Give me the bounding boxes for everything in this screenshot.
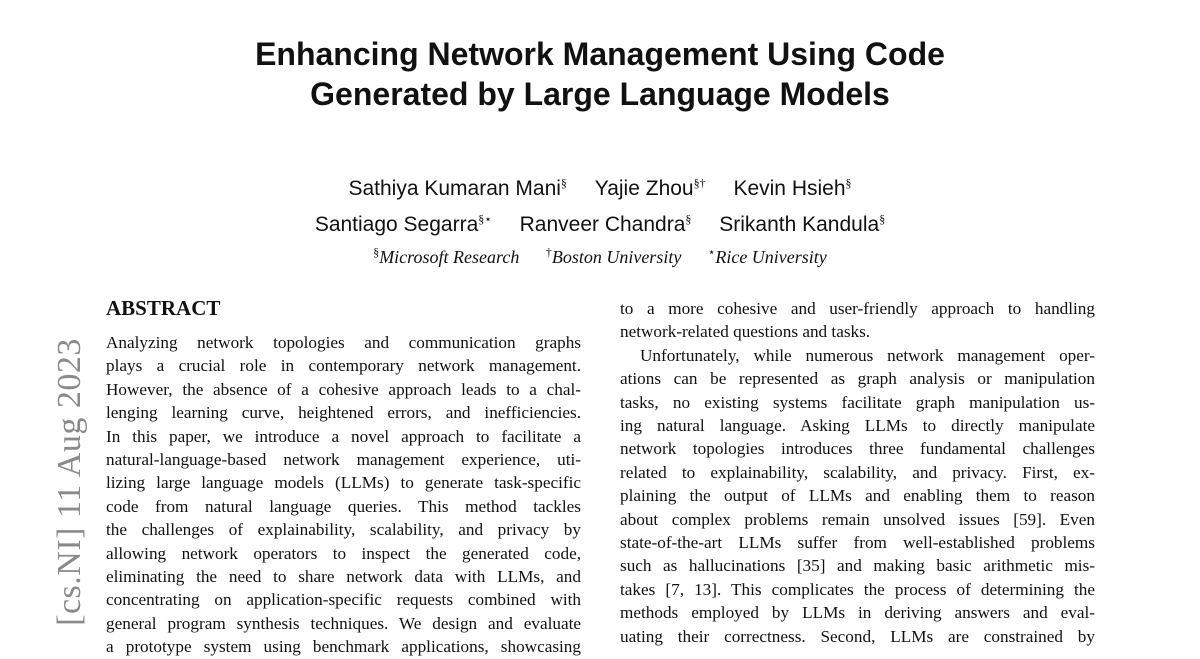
text-line: uating their correctness. Second, LLMs are constrained by (620, 626, 1095, 646)
affiliation-marker: § (560, 176, 567, 190)
text-line: state-of-the-art LLMs suffer from well-established problems (620, 533, 1095, 553)
text-line: the challenges of explainability, scalability, and privacy by (106, 520, 581, 540)
right-column (620, 297, 1095, 648)
abstract-heading: ABSTRACT (106, 296, 221, 320)
text-line: general program synthesis techniques. We design and evaluate (106, 613, 581, 633)
text-line: plays a crucial role in contemporary network management. (106, 356, 581, 376)
text-line: lizing large language models (LLMs) to generate task-specific (106, 473, 581, 493)
text-line: However, the absence of a cohesive approach leads to a chal- (106, 379, 581, 399)
text-line: a prototype system using benchmark applications, showcasing (106, 637, 581, 657)
text-line: tasks, no existing systems facilitate graph manipulation us- (620, 392, 1095, 412)
text-line: methods employed by LLMs in deriving answers and eval- (620, 603, 1095, 623)
text-line: such as hallucinations [35] and making basic arithmetic mis- (620, 556, 1095, 576)
body-paragraph-continued (620, 297, 1095, 344)
author-name: Ranveer Chandra (519, 213, 686, 236)
author (520, 213, 692, 236)
text-line: eliminating the need to share network data with LLMs, and (106, 567, 581, 587)
text-line: natural-language-based network management experience, uti- (106, 450, 581, 470)
text-line: network-related questions and tasks. (620, 322, 871, 342)
text-line: plaining the output of LLMs and enabling them to reason (620, 486, 1095, 506)
body-paragraph (620, 344, 1095, 648)
text-line: related to explainability, scalability, and privacy. First, ex- (620, 462, 1095, 482)
author (719, 213, 885, 236)
author-line-1 (150, 168, 1050, 204)
author-name: Yajie Zhou (594, 177, 694, 200)
affiliation-marker: § (879, 212, 886, 226)
text-line: network topologies introduces three fundamental challenges (620, 439, 1095, 459)
paper-title-line-2: Generated by Large Language Models (310, 76, 890, 112)
affiliation-marker: § (373, 245, 380, 259)
text-line: to a more cohesive and user-friendly approach to handling (620, 299, 1095, 318)
text-line: In this paper, we introduce a novel approach to facilitate a (106, 426, 581, 446)
author-name: Sathiya Kumaran Mani (348, 177, 561, 200)
text-line: concentrating on application-specific requests combined with (106, 590, 581, 610)
affiliation-name: Microsoft Research (379, 247, 520, 267)
text-line: about complex problems remain unsolved issues [59]. Even (620, 509, 1095, 529)
affiliation-list (150, 240, 1050, 269)
author-line-2 (150, 204, 1050, 240)
text-line: Analyzing network topologies and communication graphs (106, 333, 581, 352)
affiliation-marker: §† (693, 176, 706, 190)
author (595, 177, 706, 200)
text-line: Unfortunately, while numerous network management oper- (640, 345, 1095, 365)
author-list (150, 168, 1050, 240)
text-line: code from natural language queries. This method tackles (106, 496, 581, 516)
text-line: allowing network operators to inspect the generated code, (106, 543, 581, 563)
affiliation-name: Boston University (551, 247, 682, 267)
author (733, 177, 851, 200)
affiliation (546, 247, 681, 267)
left-column (106, 295, 581, 659)
paper-title (150, 34, 1050, 114)
author-name: Srikanth Kandula (719, 213, 880, 236)
affiliation (373, 247, 519, 267)
affiliation-marker: § (685, 212, 692, 226)
author-name: Santiago Segarra (314, 213, 479, 236)
text-line: lenging learning curve, heightened errors, and inefficiencies. (106, 403, 581, 423)
text-line: ations can be represented as graph analysis or manipulation (620, 369, 1095, 389)
author (315, 213, 492, 236)
affiliation (708, 247, 827, 267)
affiliation-name: Rice University (715, 247, 827, 267)
text-line: takes [7, 13]. This complicates the process of determining the (620, 579, 1095, 599)
author-name: Kevin Hsieh (733, 177, 846, 200)
paper-title-line-1: Enhancing Network Management Using Code (255, 36, 945, 72)
abstract-body (106, 331, 581, 659)
affiliation-marker: ⋆ (707, 245, 716, 259)
affiliation-marker: † (545, 245, 552, 259)
arxiv-identifier-stamp: [cs.NI] 11 Aug 2023 (51, 338, 88, 626)
author (348, 177, 566, 200)
affiliation-marker: §⋆ (478, 212, 492, 226)
affiliation-marker: § (845, 176, 852, 190)
text-line: ing natural language. Asking LLMs to directly manipulate (620, 416, 1095, 436)
